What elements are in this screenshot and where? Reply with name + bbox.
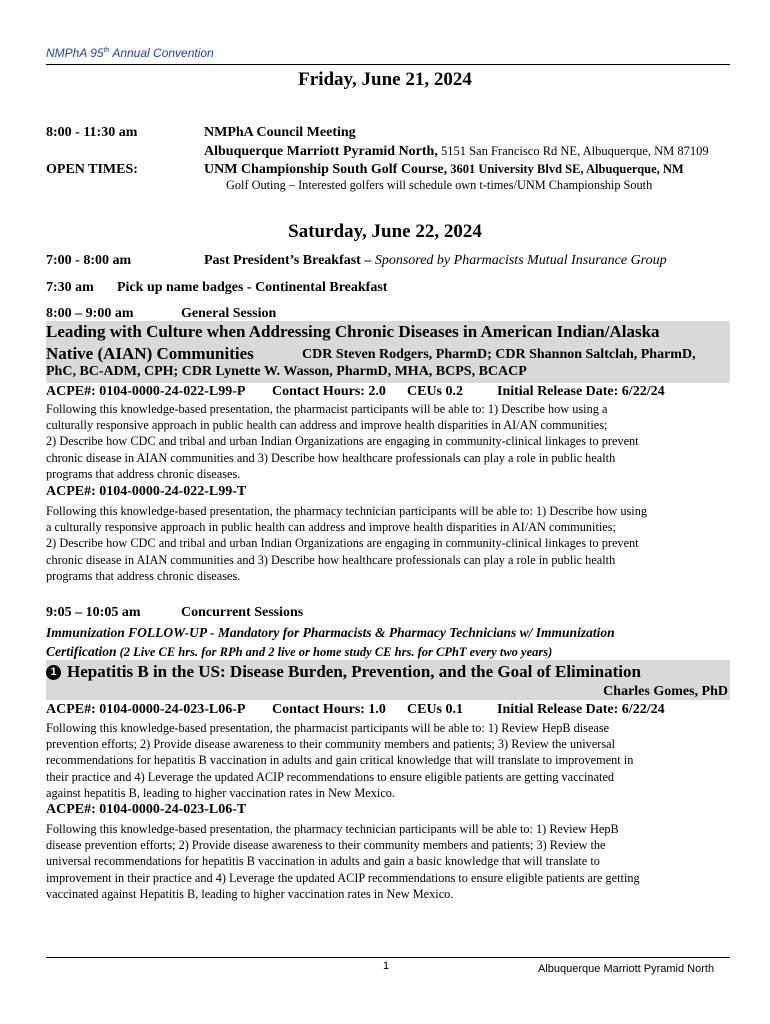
objective-line: programs that address chronic diseases. — [46, 466, 241, 481]
header-divider — [46, 64, 730, 65]
objective-line: disease prevention efforts; 2) Provide disease awareness to their community members and patients; 3) Review the — [46, 838, 606, 853]
session2-ceus: CEUs 0.1 — [407, 702, 464, 717]
objective-line: universal recommendations for hepatitis B vaccination in adults and gain a basic knowledge that will translate to — [46, 854, 600, 869]
session1-technician-objectives — [46, 503, 736, 584]
objective-line: 2) Describe how CDC and tribal and urban Indian Organizations are engaging in community-clinical linkages to prevent — [46, 434, 639, 449]
session1-pharmacist-objectives — [46, 401, 736, 482]
certification-label: Certification — [46, 644, 117, 659]
golf-course-address: 3601 University Blvd SE, Albuquerque, NM — [447, 162, 684, 176]
objective-line: chronic disease in AIAN communities and 3) Describe how healthcare professionals can play a role in public health — [46, 552, 616, 567]
objective-line: Following this knowledge-based presentation, the pharmacist participants will be able to: 1) Review HepB disease — [46, 721, 610, 735]
saturday-event-1 — [204, 253, 667, 269]
session2-acpe-p: ACPE#: 0104-0000-24-023-L06-P — [46, 702, 246, 717]
session1-acpe-t: ACPE#: 0104-0000-24-022-L99-T — [46, 484, 247, 499]
session1-title-line1: Leading with Culture when Addressing Chronic Diseases in American Indian/Alaska — [46, 322, 660, 341]
venue-address: 5151 San Francisco Rd NE, Albuquerque, NM 87109 — [437, 144, 709, 158]
friday-golf-note: Golf Outing – Interested golfers will schedule own t-times/UNM Championship South — [226, 178, 653, 192]
session1-acpe-p: ACPE#: 0104-0000-24-022-L99-P — [46, 384, 246, 399]
saturday-time-1: 7:00 - 8:00 am — [46, 253, 132, 268]
objective-line: a culturally responsive approach in public health can address and improve health disparities in AI/AN communities; — [46, 520, 616, 535]
page-number: 1 — [383, 960, 390, 972]
objective-line: Following this knowledge-based presentation, the pharmacy technician participants will be able to: 1) Review HepB — [46, 822, 619, 836]
footer-divider — [46, 957, 730, 958]
session2-contact-hours: Contact Hours: 1.0 — [272, 702, 386, 717]
session1-speakers-line1: CDR Steven Rodgers, PharmD; CDR Shannon Saltclah, PharmD, — [302, 347, 696, 362]
session1-speakers-line2: PhC, BC-ADM, CPH; CDR Lynette W. Wasson, PharmD, MHA, BCPS, BCACP — [46, 364, 527, 379]
header-title-sup: th — [103, 47, 110, 54]
session1-contact-hours: Contact Hours: 2.0 — [272, 384, 386, 399]
objective-line: 2) Describe how CDC and tribal and urban Indian Organizations are engaging in community-clinical linkages to prevent — [46, 536, 639, 551]
session2-release-date: Initial Release Date: 6/22/24 — [497, 702, 665, 717]
session2-title — [46, 662, 641, 682]
session1-title-line2: Native (AIAN) Communities — [46, 344, 254, 363]
certification-ce-note: (2 Live CE hrs. for RPh and 2 live or home study CE hrs. for CPhT every two years) — [116, 645, 553, 659]
session2-title-text: Hepatitis B in the US: Disease Burden, Prevention, and the Goal of Elimination — [67, 662, 641, 681]
golf-course-name: UNM Championship South Golf Course, — [204, 162, 448, 177]
objective-line: recommendations for hepatitis B vaccination in adults and gain critical knowledge that will translate to improvement in — [46, 753, 634, 768]
session2-speaker: Charles Gomes, PhD — [603, 684, 728, 699]
objective-line: against hepatitis B, leading to higher vaccination rates in New Mexico. — [46, 785, 395, 800]
friday-event-1: NMPhA Council Meeting — [204, 125, 356, 140]
objective-line: Following this knowledge-based presentation, the pharmacist participants will be able to: 1) Describe how using a — [46, 402, 608, 416]
objective-line: prevention efforts; 2) Provide disease awareness to their community members and patients; 3) Review the universal — [46, 737, 616, 752]
friday-time-2: OPEN TIMES: — [46, 162, 138, 177]
immunization-line1: Immunization FOLLOW-UP - Mandatory for Pharmacists & Pharmacy Technicians w/ Immunization — [46, 625, 615, 640]
session1-ceus: CEUs 0.2 — [407, 384, 464, 399]
friday-time-1: 8:00 - 11:30 am — [46, 125, 138, 140]
venue-name: Albuquerque Marriott Pyramid North, — [204, 144, 438, 159]
objective-line: chronic disease in AIAN communities and 3) Describe how healthcare professionals can play a role in public health — [46, 450, 616, 465]
breakfast-title: Past President’s Breakfast – — [204, 253, 372, 268]
footer-venue: Albuquerque Marriott Pyramid North — [538, 963, 715, 975]
header-title-main: NMPhA 95 — [46, 46, 104, 60]
session2-acpe-t: ACPE#: 0104-0000-24-023-L06-T — [46, 802, 247, 817]
immunization-line2 — [46, 643, 552, 661]
objective-line: Following this knowledge-based presentation, the pharmacy technician participants will be able to: 1) Describe how using — [46, 504, 648, 518]
objective-line: vaccinated against Hepatitis B, leading to higher vaccination rates in New Mexico. — [46, 886, 454, 901]
friday-heading: Friday, June 21, 2024 — [298, 69, 472, 90]
session1-release-date: Initial Release Date: 6/22/24 — [497, 384, 665, 399]
saturday-event-2: Pick up name badges - Continental Breakfast — [117, 280, 388, 295]
session2-pharmacist-objectives — [46, 720, 736, 801]
concurrent-time: 9:05 – 10:05 am — [46, 605, 141, 620]
friday-venue-1 — [204, 144, 709, 160]
objective-line: improvement in their practice and 4) Leverage the updated ACIP recommendations to ensure eligible patients are getting — [46, 870, 640, 885]
saturday-event-3: General Session — [181, 306, 277, 321]
friday-event-2 — [204, 162, 684, 178]
header-title — [46, 46, 214, 60]
objective-line: programs that address chronic diseases. — [46, 568, 241, 583]
number-one-bullet-icon: 1 — [46, 665, 61, 680]
session2-technician-objectives — [46, 821, 736, 902]
breakfast-sponsor: Sponsored by Pharmacists Mutual Insurance Group — [371, 253, 667, 268]
saturday-time-2: 7:30 am — [46, 280, 94, 295]
header-title-rest: Annual Convention — [109, 46, 214, 60]
objective-line: culturally responsive approach in public health can address and improve health disparities in AI/AN communities; — [46, 418, 608, 433]
saturday-time-3: 8:00 – 9:00 am — [46, 306, 134, 321]
objective-line: their practice and 4) Leverage the updated ACIP recommendations to ensure eligible patients are getting vaccinated — [46, 769, 615, 784]
concurrent-label: Concurrent Sessions — [181, 605, 304, 620]
saturday-heading: Saturday, June 22, 2024 — [288, 221, 482, 242]
